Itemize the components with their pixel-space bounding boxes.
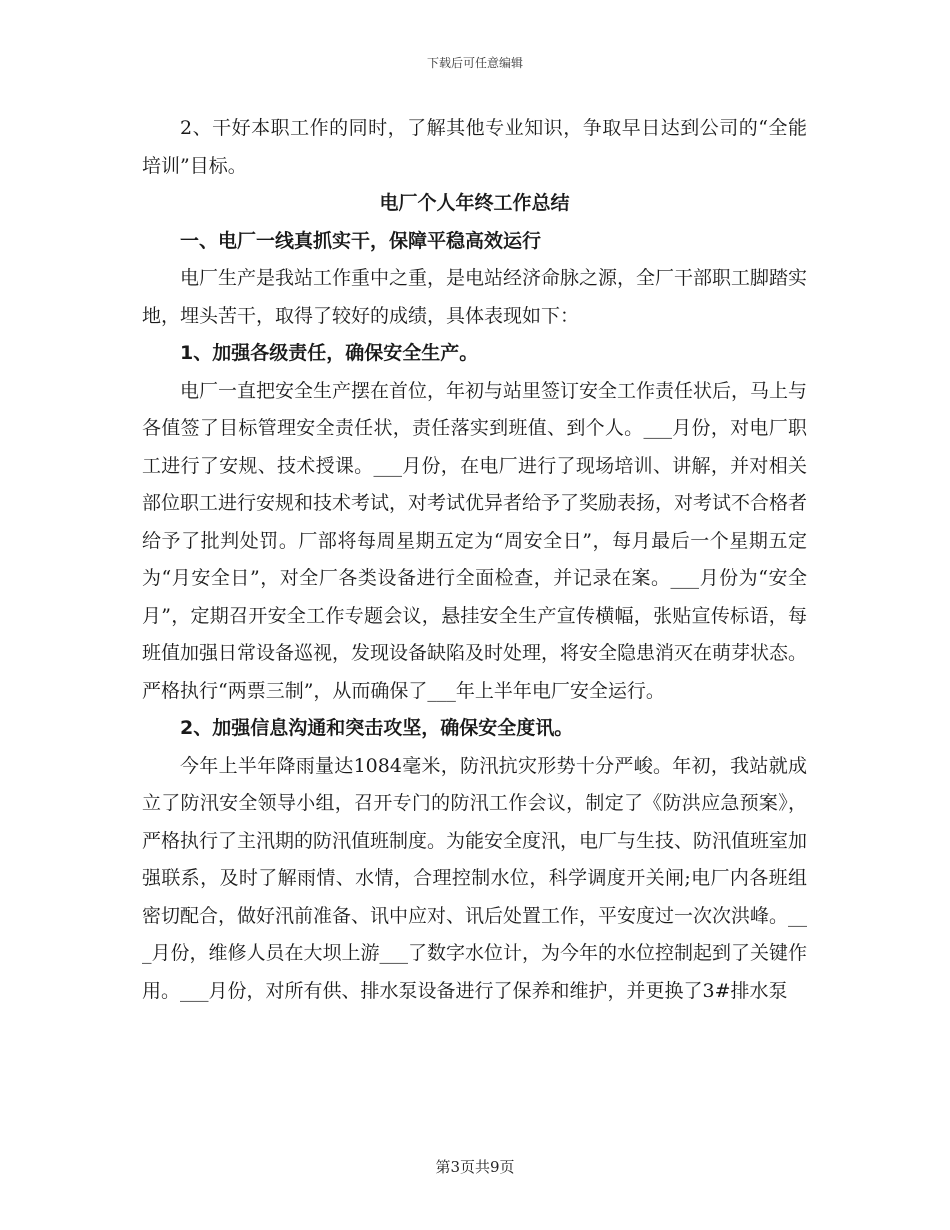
document-title: 电厂个人年终工作总结 [379,192,570,214]
subsection-heading-safety: 1、加强各级责任，确保安全生产。 [180,342,479,364]
paragraph-training-goal: 2、干好本职工作的同时，了解其他专业知识，争取早日达到公司的“全能培训”目标。 [142,117,807,177]
paragraph-intro: 电厂生产是我站工作重中之重，是电站经济命脉之源，全厂干部职工脚踏实地，埋头苦干，取得了较好的成绩，具体表现如下： [142,267,808,327]
paragraph-flood: 今年上半年降雨量达1084毫米，防汛抗灾形势十分严峻。年初，我站就成立了防汛安全领导小组，召开专门的防汛工作会议，制定了《防洪应急预案》，严格执行了主汛期的防汛值班制度。为能安全度汛，电厂与生技、防汛值班室加强联系，及时了解雨情、水情，合理控制水位，科学调度开关闸;电厂内各班组密切配合，做好汛前准备、讯中应对、讯后处置工作，平安度过一次次洪峰。___月份，维修人员在大坝上游___了数字水位计，为今年的水位控制起到了关键作用。___月份，对所有供、排水泵设备进行了保养和维护，并更换了3#排水泵 [142,754,808,1002]
document-body [142,110,807,1010]
page-header: 下载后可任意编辑 [426,56,523,70]
paragraph-safety: 电厂一直把安全生产摆在首位，年初与站里签订安全工作责任状后，马上与各值签了目标管理安全责任状，责任落实到班值、到个人。___月份，对电厂职工进行了安规、技术授课。___月份，在电厂进行了现场培训、讲解，并对相关部位职工进行安规和技术考试，对考试优异者给予了奖励表扬，对考试不合格者给予了批判处罚。厂部将每周星期五定为“周安全日”，每月最后一个星期五定为“月安全日”，对全厂各类设备进行全面检查，并记录在案。___月份为“安全月”，定期召开安全工作专题会议，悬挂安全生产宣传横幅，张贴宣传标语，每班值加强日常设备巡视，发现设备缺陷及时处理，将安全隐患消灭在萌芽状态。严格执行“两票三制”，从而确保了___年上半年电厂安全运行。 [142,379,808,702]
page-number: 第3页共9页 [435,1158,515,1176]
subsection-heading-flood: 2、加强信息沟通和突击攻坚，确保安全度讯。 [180,717,574,739]
section-heading-1: 一、电厂一线真抓实干，保障平稳高效运行 [180,229,542,252]
